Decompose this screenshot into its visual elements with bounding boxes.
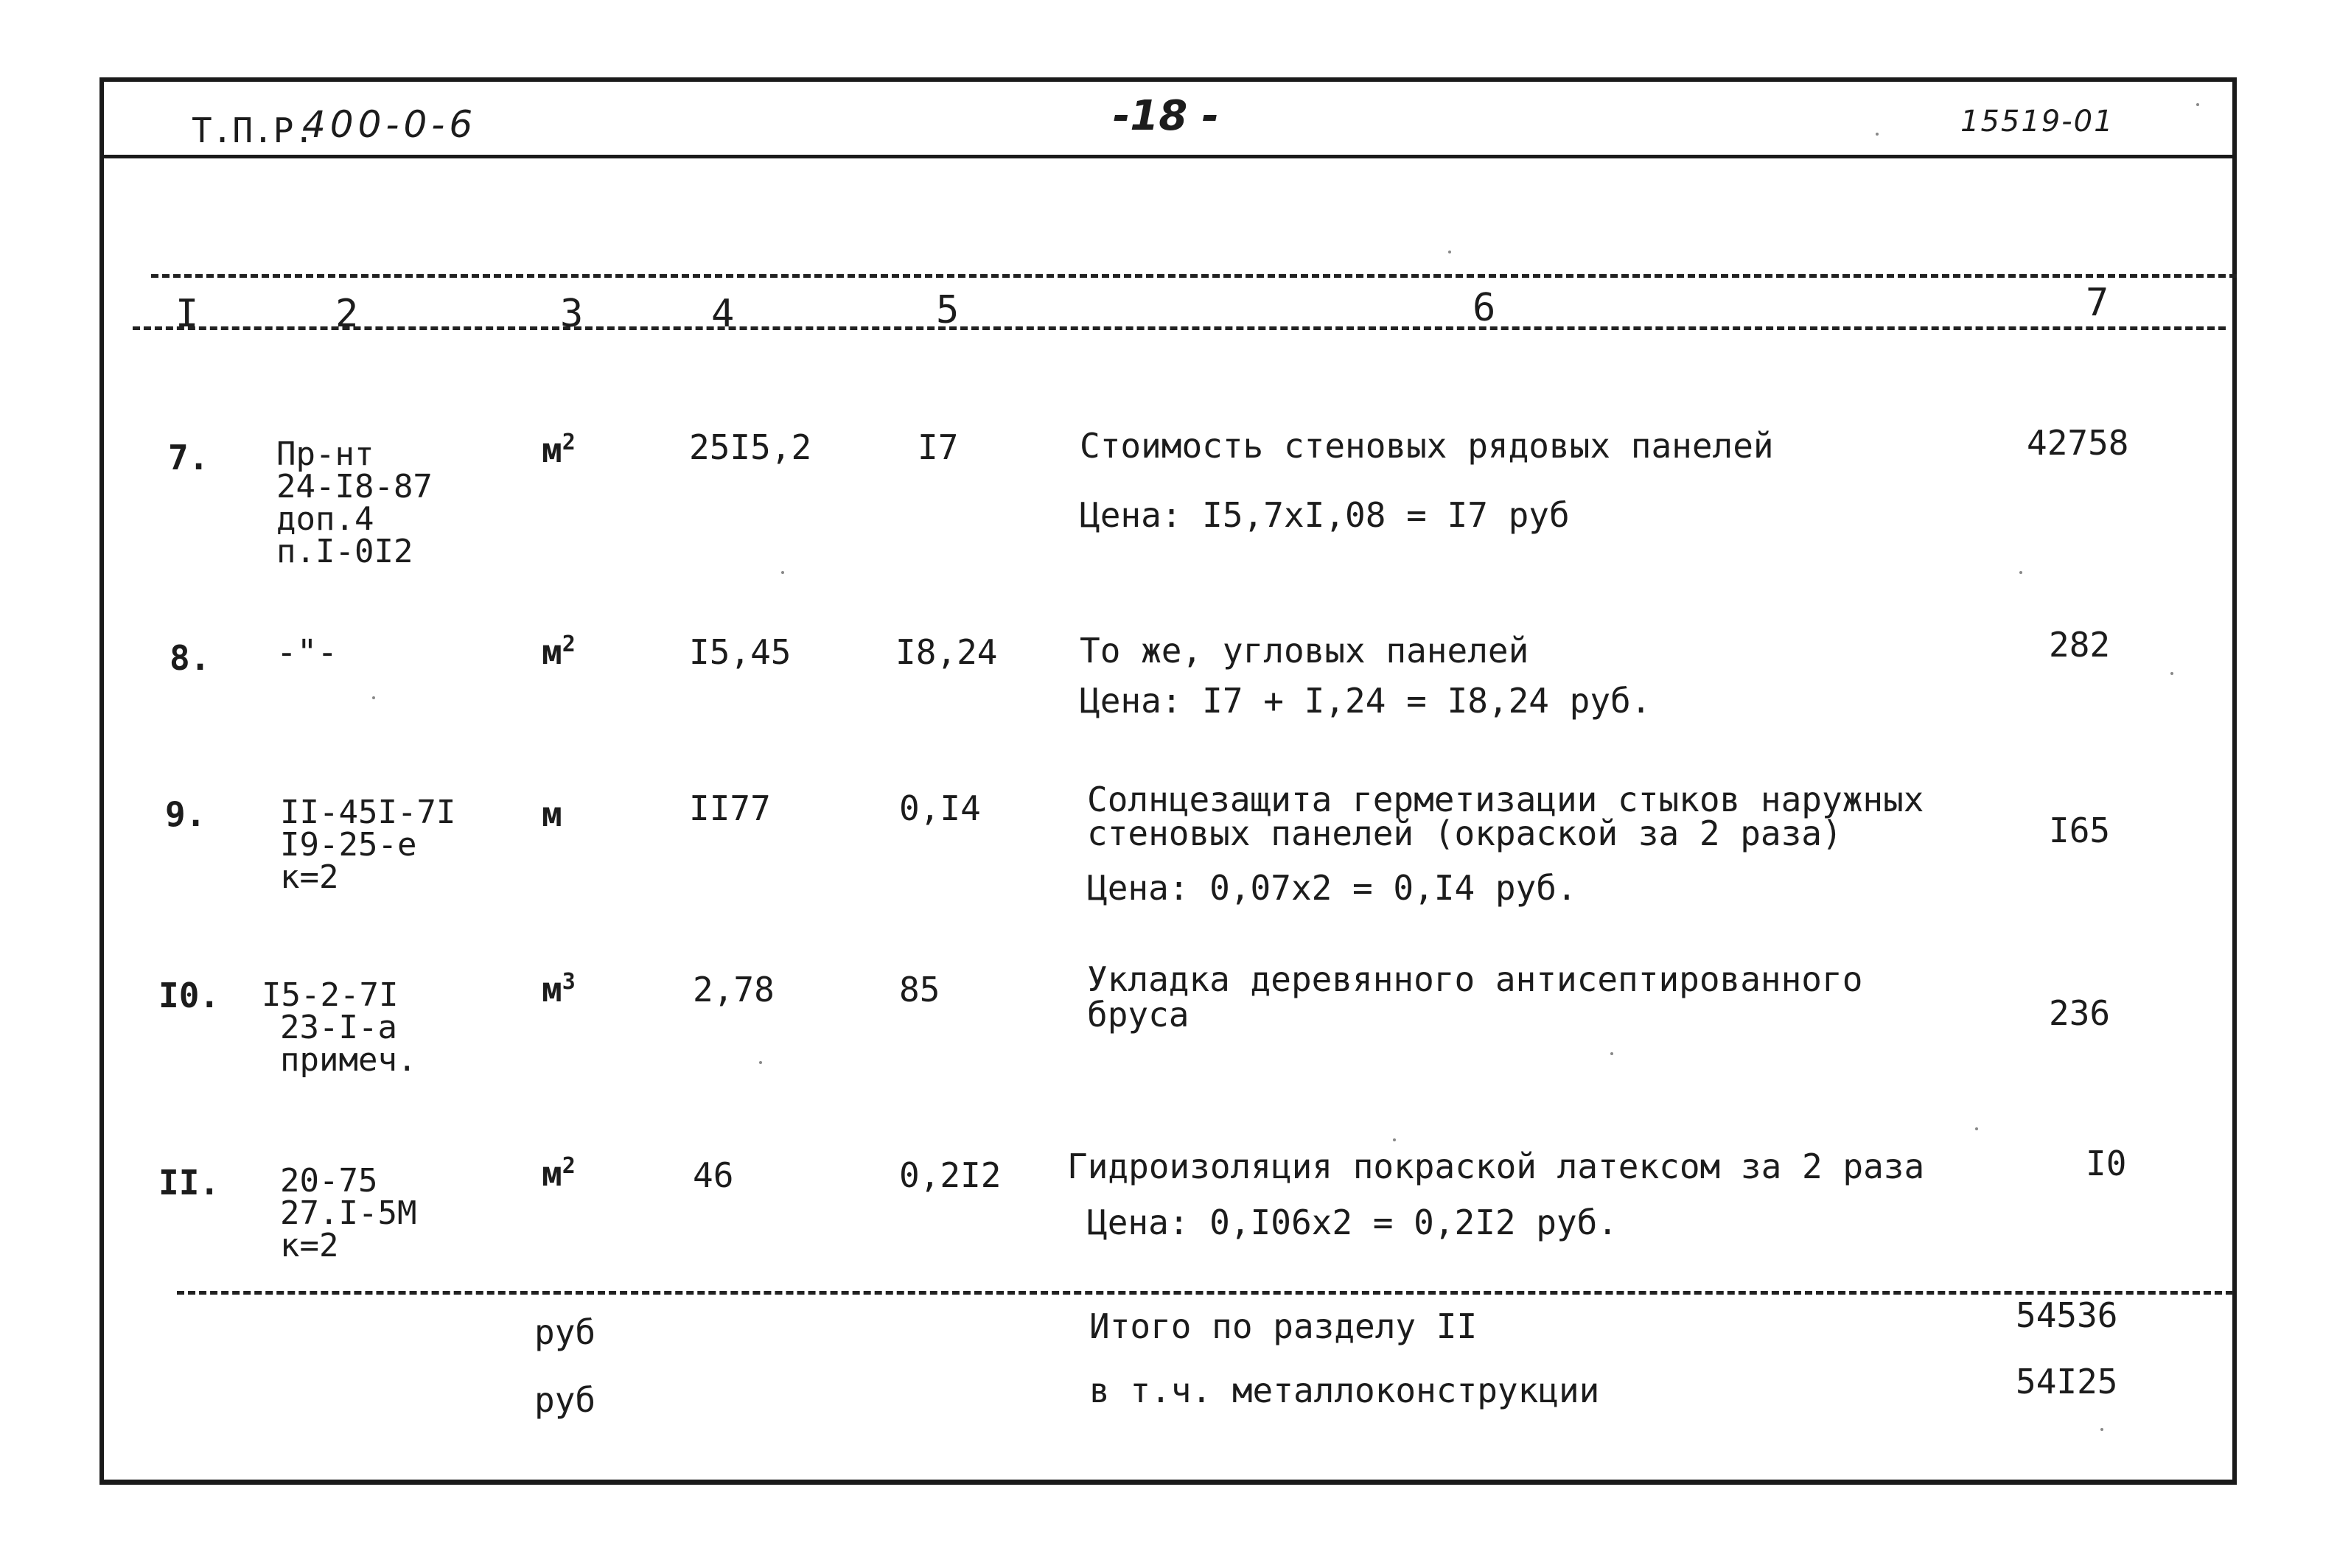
row-11-code-line-3: к=2 xyxy=(280,1227,339,1264)
row-11-unit: $м^2$ xyxy=(542,1153,576,1194)
row-9-code-line-2: I9-25-е xyxy=(280,826,417,864)
row-9-unit: м xyxy=(542,794,562,834)
row-9-price: 0,I4 xyxy=(899,788,981,828)
header-divider xyxy=(99,155,2237,158)
col-3-header: 3 xyxy=(560,292,584,336)
col-4-header: 4 xyxy=(711,292,735,336)
column-header-top-line xyxy=(151,274,2237,278)
row-11-code-line-1: 20-75 xyxy=(280,1162,378,1200)
row-10-total: 236 xyxy=(2049,993,2111,1033)
row-7-code-line-3: доп.4 xyxy=(276,500,374,538)
row-7-total: 42758 xyxy=(2027,423,2129,463)
row-9-calculation: Цена: 0,07x2 = 0,I4 руб. xyxy=(1087,868,1577,908)
scan-speck xyxy=(1448,251,1451,253)
row-8-quantity: I5,45 xyxy=(689,632,792,672)
row-8-total: 282 xyxy=(2049,625,2111,665)
row-11-calculation: Цена: 0,I06x2 = 0,2I2 руб. xyxy=(1087,1203,1618,1242)
row-10-unit: $м^3$ xyxy=(542,969,576,1009)
summary-metal-unit: руб xyxy=(534,1380,596,1420)
scan-speck xyxy=(759,1061,762,1064)
scan-speck xyxy=(1393,1138,1396,1141)
row-11-total: I0 xyxy=(2086,1144,2127,1183)
row-8-calculation: Цена: I7 + I,24 = I8,24 руб. xyxy=(1080,681,1652,721)
row-10-price: 85 xyxy=(899,970,940,1009)
row-8-price: I8,24 xyxy=(895,632,998,672)
scan-speck xyxy=(372,696,375,699)
doc-prefix: Т.П.Р. xyxy=(192,111,315,150)
summary-total-unit: руб xyxy=(534,1312,596,1352)
scan-speck xyxy=(1610,1052,1613,1055)
summary-metal-label: в т.ч. металлоконструкции xyxy=(1089,1371,1600,1410)
scan-speck xyxy=(2196,103,2199,106)
scan-speck xyxy=(2100,1428,2103,1431)
summary-total-label: Итого по разделу II xyxy=(1089,1306,1478,1346)
row-10-description-line-1: Укладка деревянного антисептированного xyxy=(1087,959,1863,999)
row-10-code-line-1: I5-2-7I xyxy=(262,976,399,1014)
scan-speck xyxy=(2019,571,2022,574)
row-11-number: II. xyxy=(158,1163,220,1203)
row-11-description: Гидроизоляция покраской латексом за 2 раза xyxy=(1067,1147,1925,1186)
scan-speck xyxy=(1876,133,1879,136)
row-8-code-ditto: -"- xyxy=(276,632,338,672)
row-10-code-line-2: 23-I-а xyxy=(280,1009,397,1046)
scan-speck xyxy=(781,571,784,574)
page-number: -18 - xyxy=(1113,92,1219,140)
column-header-bottom-line xyxy=(133,326,2226,330)
row-7-unit: $м^2$ xyxy=(542,430,576,470)
row-7-price: I7 xyxy=(918,427,959,467)
sheet-code: 15519-01 xyxy=(1960,105,2114,139)
scan-speck xyxy=(1975,1127,1978,1130)
row-9-total: I65 xyxy=(2049,811,2111,850)
row-10-code-line-3: примеч. xyxy=(280,1041,417,1079)
col-1-header: I xyxy=(175,292,199,336)
row-8-description: То же, угловых панелей xyxy=(1080,631,1529,671)
row-9-number: 9. xyxy=(165,794,206,834)
col-7-header: 7 xyxy=(2086,281,2109,325)
row-9-quantity: II77 xyxy=(689,788,771,828)
row-11-price: 0,2I2 xyxy=(899,1155,1002,1195)
scan-speck xyxy=(2170,672,2173,675)
row-10-number: I0. xyxy=(158,976,220,1015)
row-11-quantity: 46 xyxy=(693,1155,734,1195)
row-7-code-line-4: п.I-0I2 xyxy=(276,533,413,570)
summary-total-value: 54536 xyxy=(2016,1295,2118,1335)
row-7-quantity: 25I5,2 xyxy=(689,427,812,467)
project-number: 400-0-6 xyxy=(302,103,478,146)
row-10-description-line-2: бруса xyxy=(1087,995,1190,1035)
row-11-code-line-2: 27.I-5М xyxy=(280,1194,417,1232)
row-9-description-line-2: стеновых панелей (окраской за 2 раза) xyxy=(1087,813,1842,853)
col-6-header: 6 xyxy=(1473,286,1496,330)
row-7-number: 7. xyxy=(168,438,209,477)
row-9-code-line-3: к=2 xyxy=(280,858,339,896)
summary-metal-value: 54I25 xyxy=(2016,1362,2118,1401)
summary-divider-line xyxy=(177,1291,2233,1295)
col-5-header: 5 xyxy=(936,288,960,332)
row-7-description: Стоимость стеновых рядовых панелей xyxy=(1080,426,1774,466)
row-10-quantity: 2,78 xyxy=(693,970,775,1009)
row-9-description-line-1: Солнцезащита герметизации стыков наружных xyxy=(1087,780,1924,819)
row-9-code-line-1: II-45I-7I xyxy=(280,794,456,831)
row-7-code-line-2: 24-I8-87 xyxy=(276,468,433,505)
row-7-calculation: Цена: I5,7xI,08 = I7 руб xyxy=(1080,495,1570,535)
row-7-code-line-1: Пр-нт xyxy=(276,435,374,473)
row-8-number: 8. xyxy=(170,638,211,678)
row-8-unit: $м^2$ xyxy=(542,631,576,672)
col-2-header: 2 xyxy=(335,292,359,336)
